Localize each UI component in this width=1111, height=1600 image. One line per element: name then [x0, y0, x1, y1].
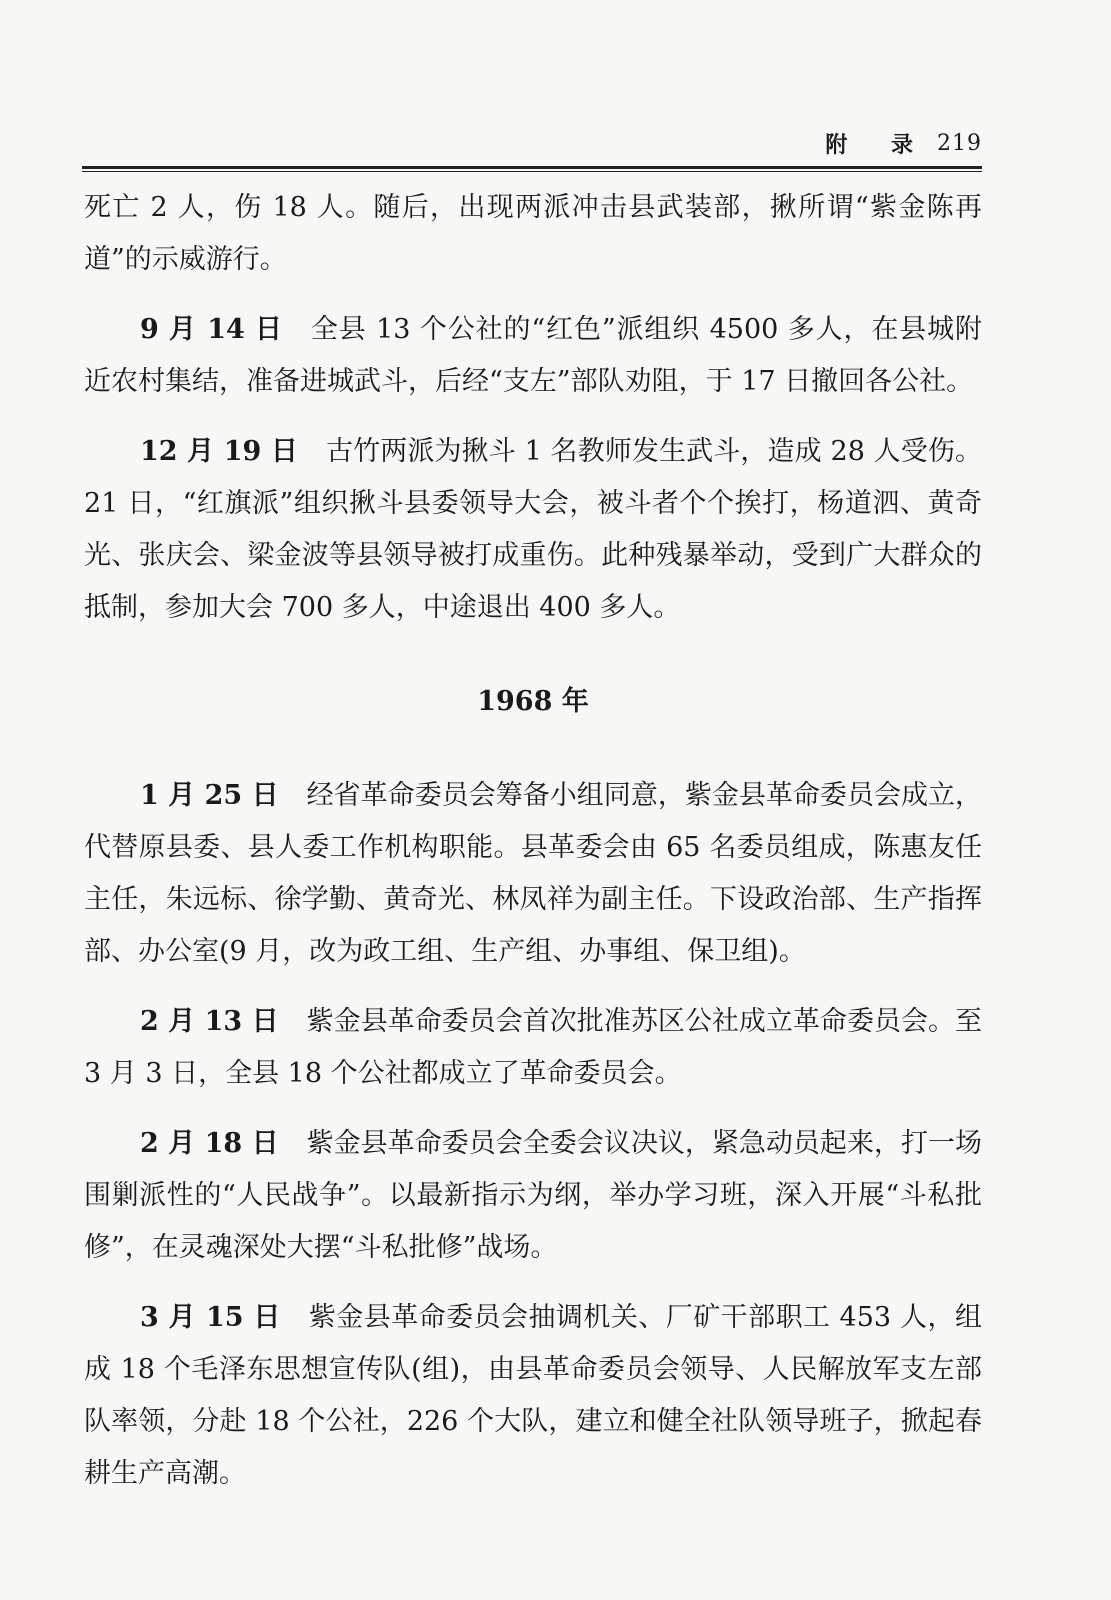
page-number: 219 [937, 130, 982, 156]
paragraph [84, 1118, 982, 1274]
paragraph-text: 紫金县革命委员会全委会议决议，紧急动员起来，打一场围剿派性的“人民战争”。以最新指示为纲，举办学习班，深入开展“斗私批修”，在灵魂深处大摆“斗私批修”战场。 [84, 1128, 983, 1263]
paragraph [84, 304, 982, 408]
paragraph-text: 紫金县革命委员会抽调机关、厂矿干部职工 453 人，组成 18 个毛泽东思想宣传队(组)，由县革命委员会领导、人民解放军支左部队率领，分赴 18 个公社，226 个大队，建立和健全社队领导班子，掀起春耕生产高潮。 [84, 1302, 983, 1489]
section-label: 附 录 [825, 131, 931, 158]
paragraph [84, 182, 982, 286]
paragraph-text: 古竹两派为揪斗 1 名教师发生武斗，造成 28 人受伤。21 日，“红旗派”组织揪斗县委领导大会，被斗者个个挨打，杨道泗、黄奇光、张庆会、梁金波等县领导被打成重伤。此种残暴举动，受到广大群众的抵制，参加大会 700 多人，中途退出 400 多人。 [84, 436, 982, 623]
entry-date: 1 月 25 日 [140, 780, 279, 811]
paragraph-text: 紫金县革命委员会首次批准苏区公社成立革命委员会。至 3 月 3 日，全县 18 个公社都成立了革命委员会。 [84, 1006, 983, 1089]
paragraph [84, 996, 982, 1100]
entry-date: 2 月 13 日 [140, 1006, 279, 1037]
paragraph-text: 经省革命委员会筹备小组同意，紫金县革命委员会成立，代替原县委、县人委工作机构职能。县革委会由 65 名委员组成，陈惠友任主任，朱远标、徐学勤、黄奇光、林凤祥为副主任。下设政治部、生产指挥部、办公室(9 月，改为政工组、生产组、办事组、保卫组)。 [84, 780, 983, 967]
paragraph [84, 1292, 982, 1500]
entry-date: 3 月 15 日 [140, 1302, 281, 1333]
paragraph [84, 770, 982, 978]
entry-date: 2 月 18 日 [140, 1128, 279, 1159]
header-rule-thin [82, 171, 982, 172]
body-text [84, 182, 982, 1500]
year-heading: 1968 年 [477, 686, 589, 717]
paragraph [84, 426, 982, 634]
entry-date: 12 月 19 日 [140, 436, 298, 467]
paragraph-text: 全县 13 个公社的“红色”派组织 4500 多人，在县城附近农村集结，准备进城武斗，后经“支左”部队劝阻，于 17 日撤回各公社。 [84, 314, 982, 397]
header-rule-thick [82, 166, 982, 169]
paragraph-text: 死亡 2 人，伤 18 人。随后，出现两派冲击县武装部，揪所谓“紫金陈再道”的示威游行。 [84, 192, 982, 275]
entry-date: 9 月 14 日 [140, 314, 283, 345]
running-header [82, 128, 982, 158]
